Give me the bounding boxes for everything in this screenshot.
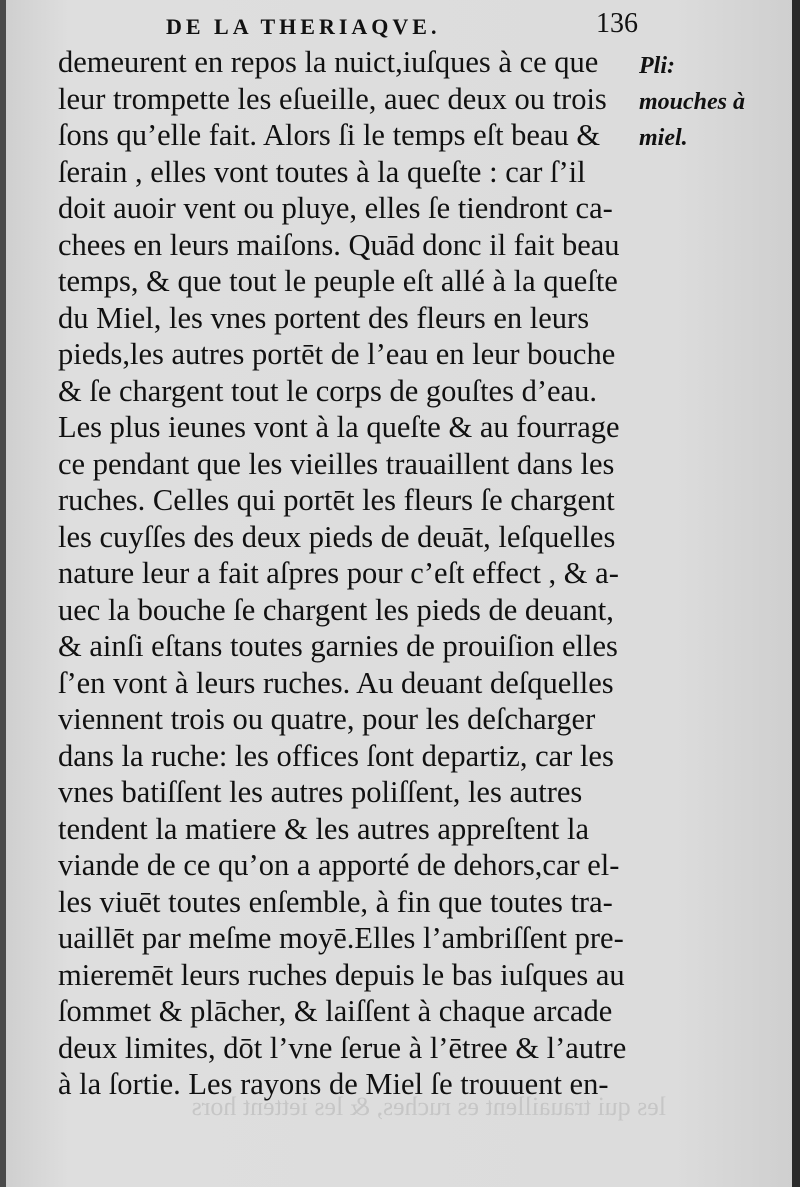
text-line: nature leur a fait aſpres pour c’eſt effect , & a-: [58, 556, 619, 590]
text-line: vnes batiſſent les autres poliſſent, les autres: [58, 775, 583, 809]
text-line: ſ’en vont à leurs ruches. Au deuant deſquelles: [58, 665, 614, 700]
marginal-note-line: miel.: [639, 125, 688, 151]
running-head: DE LA THERIAQVE.: [166, 14, 441, 39]
text-line: deux limites, dōt l’vne ſerue à l’ētree & l’autre: [58, 1030, 627, 1065]
book-page: [6, 0, 792, 1187]
text-line: dans la ruche: les offices ſont departiz, car les: [58, 738, 614, 773]
text-line: viennent trois ou quatre, pour les deſcharger: [58, 702, 596, 736]
text-line: ſommet & plācher, & laiſſent à chaque arcade: [58, 994, 613, 1028]
text-line: les viuēt toutes enſemble, à fin que toutes tra-: [58, 884, 613, 919]
text-line: demeurent en repos la nuict,iuſques à ce que: [58, 45, 599, 79]
text-line: leur trompette les eſueille, auec deux ou trois: [58, 81, 607, 116]
text-line: ſons qu’elle fait. Alors ſi le temps eſt beau &: [58, 118, 601, 152]
marginal-note-line: mouches à: [639, 89, 746, 115]
text-line: uec la bouche ſe chargent les pieds de deuant,: [58, 592, 614, 627]
text-line: temps, & que tout le peuple eſt allé à la queſte: [58, 264, 618, 298]
text-line: du Miel, les vnes portent des fleurs en leurs: [58, 300, 590, 335]
text-line: mieremēt leurs ruches depuis le bas iuſques au: [58, 957, 625, 992]
text-line: doit auoir vent ou pluye, elles ſe tiendront ca-: [58, 191, 613, 225]
text-line: Les plus ieunes vont à la queſte & au fourrage: [58, 410, 620, 444]
bleed-through-text: les qui trauaillent es ruches, & les iettent hors: [191, 1092, 666, 1121]
marginal-note: [639, 48, 792, 156]
text-line: pieds,les autres portēt de l’eau en leur bouche: [58, 337, 616, 371]
text-line: les cuyſſes des deux pieds de deuāt, leſquelles: [58, 519, 616, 554]
page-edge-shadow: [792, 0, 800, 1187]
text-line: viande de ce qu’on a apporté de dehors,car el-: [58, 848, 620, 882]
text-line: tendent la matiere & les autres appreſtent la: [58, 811, 589, 846]
text-line: ſerain , elles vont toutes à la queſte : car ſ’il: [58, 154, 586, 189]
text-line: ce pendant que les vieilles trauaillent dans les: [58, 446, 615, 481]
text-line: & ainſi eſtans toutes garnies de prouiſion elles: [58, 629, 618, 663]
text-line: chees en leurs maiſons. Quād donc il fait beau: [58, 227, 620, 262]
text-line: à la ſortie. Les rayons de Miel ſe trouuent en-: [58, 1067, 609, 1101]
page-number: 136: [596, 8, 638, 39]
body-text: [58, 44, 648, 1103]
marginal-note-line: Pli:: [639, 53, 675, 79]
text-line: ruches. Celles qui portēt les fleurs ſe chargent: [58, 483, 615, 517]
text-line: uaillēt par meſme moyē.Elles l’ambriſſent pre-: [58, 921, 624, 955]
text-line: & ſe chargent tout le corps de gouſtes d’eau.: [58, 373, 597, 408]
